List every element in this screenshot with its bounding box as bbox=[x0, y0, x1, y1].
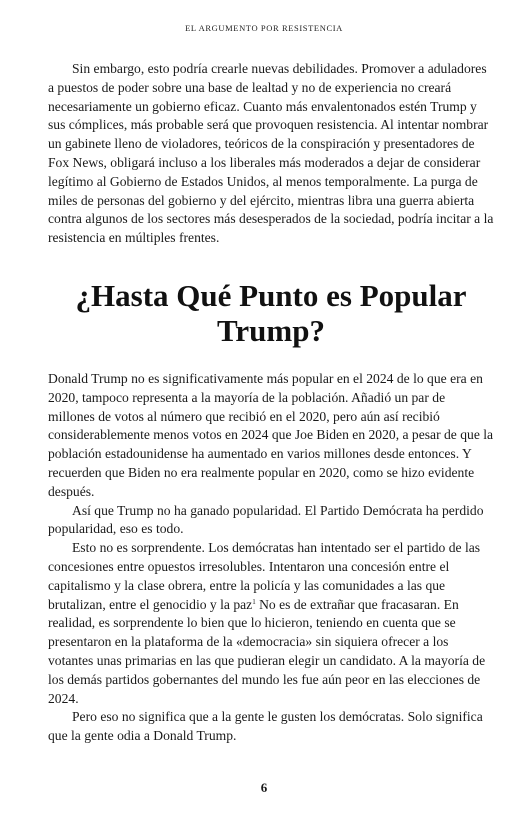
page-number: 6 bbox=[260, 780, 268, 795]
footnote-marker[interactable]: 1 bbox=[252, 597, 256, 606]
body-paragraph: Pero eso no significa que a la gente le gusten los demócratas. Solo significa que la gente odia a Donald Trump. bbox=[48, 709, 483, 744]
paragraph-text: Esto no es sorprendente. Los demócratas han intentado ser el partido de las concesiones entre opuestos irresolubles. Intentaron una concesión entre el capitalismo y la clase obrera, entre la policía y las comunidades a las que brutalizan, entre el genocidio y la paz bbox=[48, 540, 481, 612]
page-body bbox=[48, 60, 494, 746]
paragraph-text: No es de extrañar que fracasaran. En realidad, es sorprendente lo bien que lo hicieron, teniendo en cuenta que se presentaron en la plataforma de la «democracia» sin siquiera ofrecer a los votantes unas primarias en las que pudieran elegir un candidato. A la mayoría de los demás partidos gobernantes del mundo les fue aún peor en las elecciones de 2024. bbox=[48, 596, 486, 706]
body-paragraph: Donald Trump no es significativamente más popular en el 2024 de lo que era en 2020, tampoco representa a la mayoría de la población. Añadió un par de millones de votos al número que recibió en el 2020, pero aún así recibió considerablemente menos votos en 2024 que Joe Biden en 2020, a pesar de que la población estadounidense ha aumentado en varios millones desde entonces. Y recuerden que Biden no era realmente popular en 2020, como se hizo evidente después. bbox=[48, 370, 494, 499]
body-paragraph: Sin embargo, esto podría crearle nuevas debilidades. Promover a aduladores a puestos de poder sobre una base de lealtad y no de experiencia no creará necesariamente un gobierno eficaz. Cuanto más envalentonados estén Trump y sus cómplices, más probable será que provoquen resistencia. Al intentar nombrar un gabinete lleno de violadores, teóricos de la conspiración y presentadores de Fox News, obligará incluso a los liberales más moderados a dejar de considerar legítimo al Gobierno de Estados Unidos, al menos temporalmente. La purga de miles de personas del gobierno y del ejército, mientras libra una guerra abierta contra algunos de los sectores más desesperados de la sociedad, podría incitar a la resistencia en múltiples frentes. bbox=[48, 61, 494, 246]
section-heading: ¿Hasta Qué Punto es Popular Trump? bbox=[75, 277, 467, 348]
body-paragraph: Así que Trump no ha ganado popularidad. El Partido Demócrata ha perdido popularidad, eso es todo. bbox=[48, 502, 484, 537]
running-head: EL ARGUMENTO POR RESISTENCIA bbox=[185, 23, 343, 33]
body-paragraph bbox=[48, 539, 494, 708]
